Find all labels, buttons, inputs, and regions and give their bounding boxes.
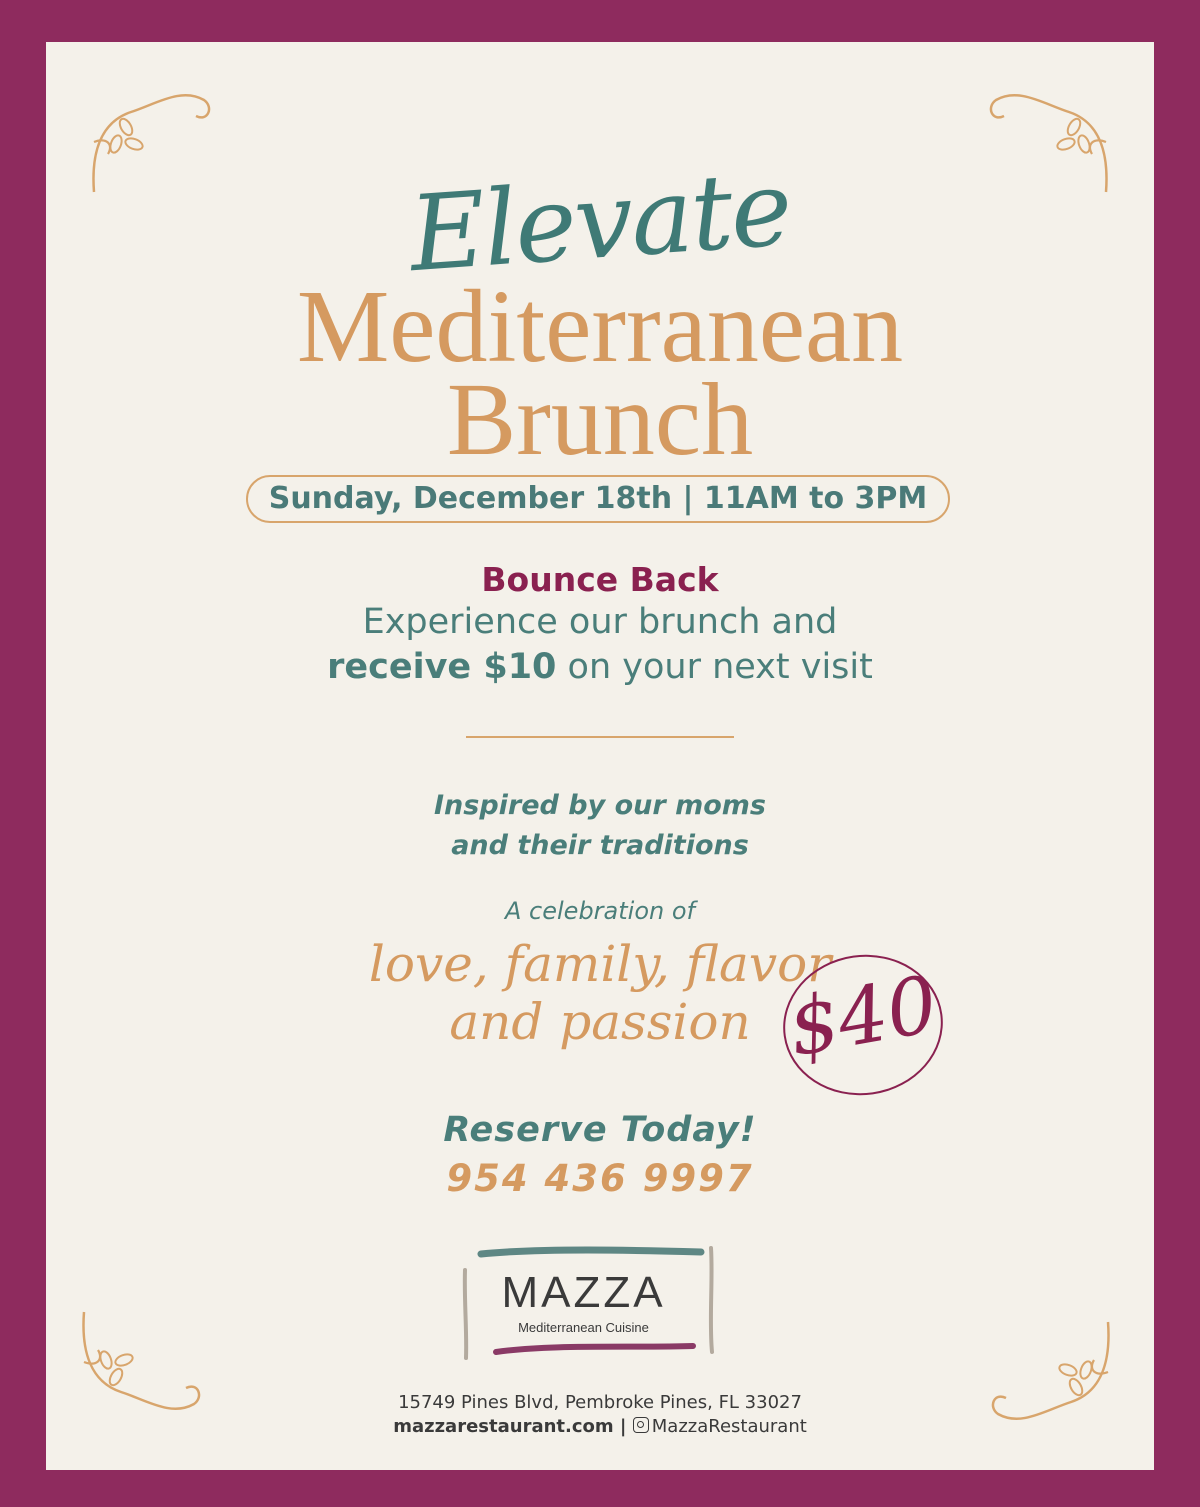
offer-line2 [46,647,1154,687]
footer-separator: | [613,1416,633,1437]
celebration-script-line2: and passion [449,993,751,1051]
offer-line2-bold: receive $10 [327,647,557,687]
celebration-script-line1: love, family, flavor [368,935,832,993]
poster-paper [46,42,1154,1470]
offer-title: Bounce Back [481,560,719,599]
headline-line2: Brunch [446,362,754,477]
divider [466,736,734,738]
event-date-time: Sunday, December 18th | 11AM to 3PM [246,475,950,523]
price-label: $40 [781,959,945,1075]
logo-name: MAZZA [501,1268,666,1317]
footer-address: 15749 Pines Blvd, Pembroke Pines, FL 33027 [398,1392,802,1413]
flourish-bottom-right-icon [986,1312,1116,1432]
footer-social[interactable]: MazzaRestaurant [651,1416,807,1437]
offer-line1: Experience our brunch and [362,602,838,642]
reserve-phone[interactable]: 954 436 9997 [446,1157,754,1200]
tagline [46,786,1154,866]
tagline-line1: Inspired by our moms [434,790,766,821]
offer-line2-rest: on your next visit [556,647,873,687]
instagram-icon [633,1417,649,1433]
headline-line1: Mediterranean [296,269,904,384]
mazza-logo [461,1240,721,1362]
tagline-line2: and their traditions [451,830,749,861]
footer-links [46,1416,1154,1437]
logo-subtitle: Mediterranean Cuisine [518,1320,649,1335]
headline-script: Elevate [405,146,795,296]
celebration-intro: A celebration of [505,897,695,925]
flourish-top-left-icon [86,82,216,202]
footer-website[interactable]: mazzarestaurant.com [393,1416,614,1437]
reserve-label: Reserve Today! [443,1110,757,1150]
celebration-script [46,935,1154,1051]
